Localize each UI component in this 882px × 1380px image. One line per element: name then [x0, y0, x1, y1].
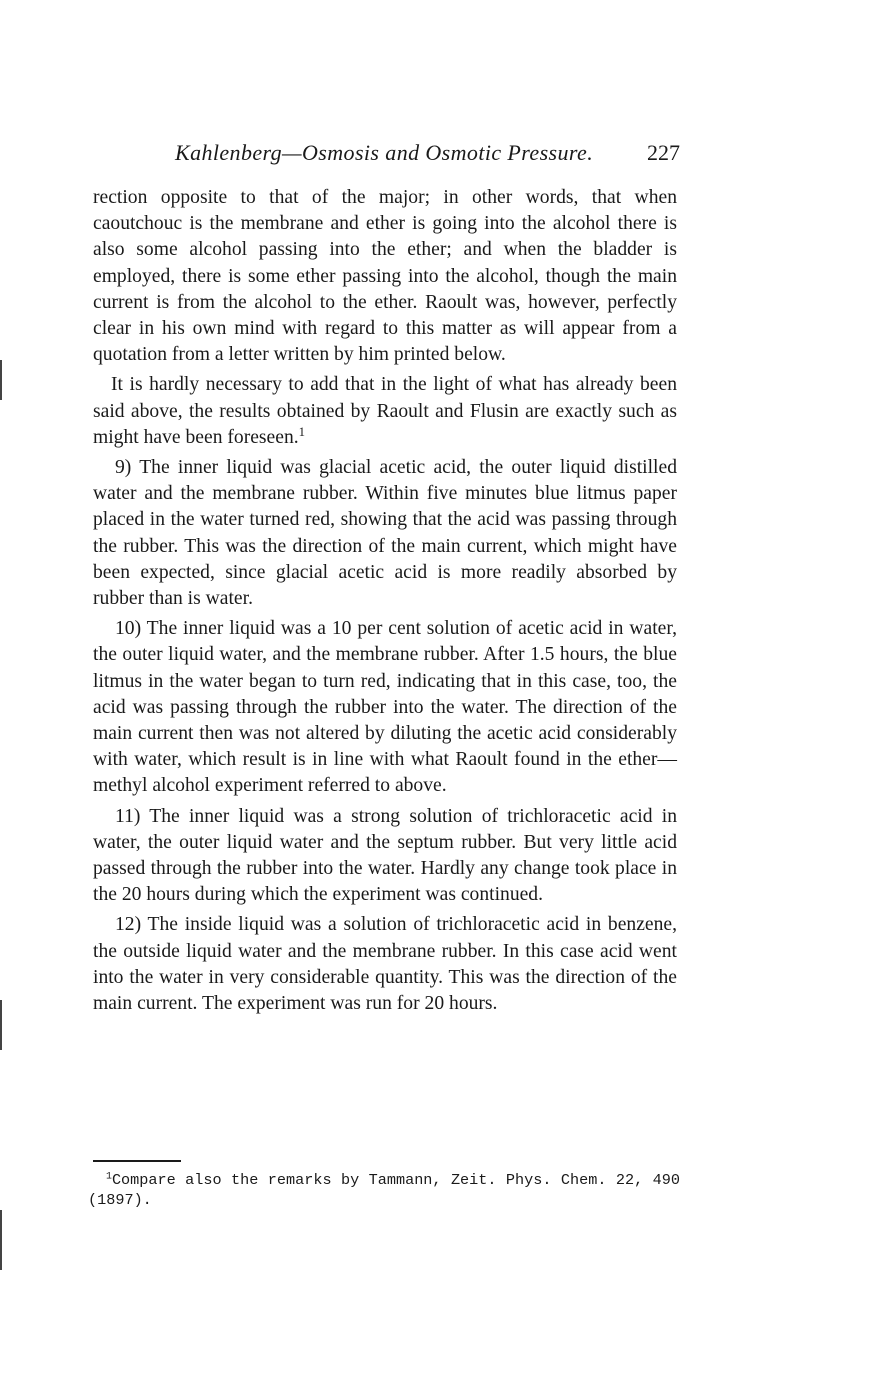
paragraph-foreseen-text: It is hardly necessary to add that in the light of what has already been said above, the results obtained by Raoult and Flusin are exactly such as might have been foreseen.	[93, 374, 677, 448]
footnote	[88, 1170, 680, 1210]
experiment-12: 12) The inside liquid was a solution of trichloracetic acid in benzene, the outside liquid water and the membrane rubber. In this case acid went into the water in very considerable quantity. This was the direction of the main current. The experiment was run for 20 hours.	[93, 914, 677, 1015]
scan-edge-mark	[0, 1210, 10, 1270]
paragraph-continuation: rection opposite to that of the major; in other words, that when caoutchouc is the membrane and ether is going into the alcohol there is also some alcohol passing into the ether; and when the bladder is employed, there is some ether passing into the alcohol, though the main current is from the alcohol to the ether. Raoult was, however, perfectly clear in his own mind with regard to this matter as will appear from a quotation from a letter written by him printed below.	[93, 187, 677, 366]
page-header	[175, 140, 680, 174]
experiment-9: 9) The inner liquid was glacial acetic acid, the outer liquid distilled water and the membrane rubber. Within five minutes blue litmus paper placed in the water turned red, showing that the acid was passing through the rubber. This was the direction of the main current, which might have been expected, since glacial acetic acid is more readily absorbed by rubber than is water.	[93, 457, 677, 610]
paragraph-foreseen	[93, 372, 677, 451]
experiment-10: 10) The inner liquid was a 10 per cent solution of acetic acid in water, the outer liquid water, and the membrane rubber. After 1.5 hours, the blue litmus in the water began to turn red, indicating that in this case, too, the acid was passing through the rubber into the water. The direction of the main current then was not altered by diluting the acetic acid considerably with water, which result is in line with what Raoult found in the ether—methyl alcohol experiment referred to above.	[93, 618, 677, 797]
scan-edge-mark	[0, 1000, 10, 1050]
body-text	[93, 185, 677, 1017]
footnote-marker: 1	[106, 1170, 112, 1182]
page-number: 227	[647, 140, 680, 165]
running-head: Kahlenberg—Osmosis and Osmotic Pressure.	[175, 140, 594, 165]
footnote-text: Compare also the remarks by Tammann, Zeit. Phys. Chem. 22, 490 (1897).	[88, 1171, 680, 1209]
scan-edge-mark	[0, 360, 10, 400]
experiment-11: 11) The inner liquid was a strong solution of trichloracetic acid in water, the outer liquid water and the septum rubber. But very little acid passed through the rubber into the water. Hardly any change took place in the 20 hours during which the experiment was continued.	[93, 805, 677, 906]
footnote-reference: 1	[298, 424, 306, 439]
footnote-divider	[93, 1160, 181, 1162]
